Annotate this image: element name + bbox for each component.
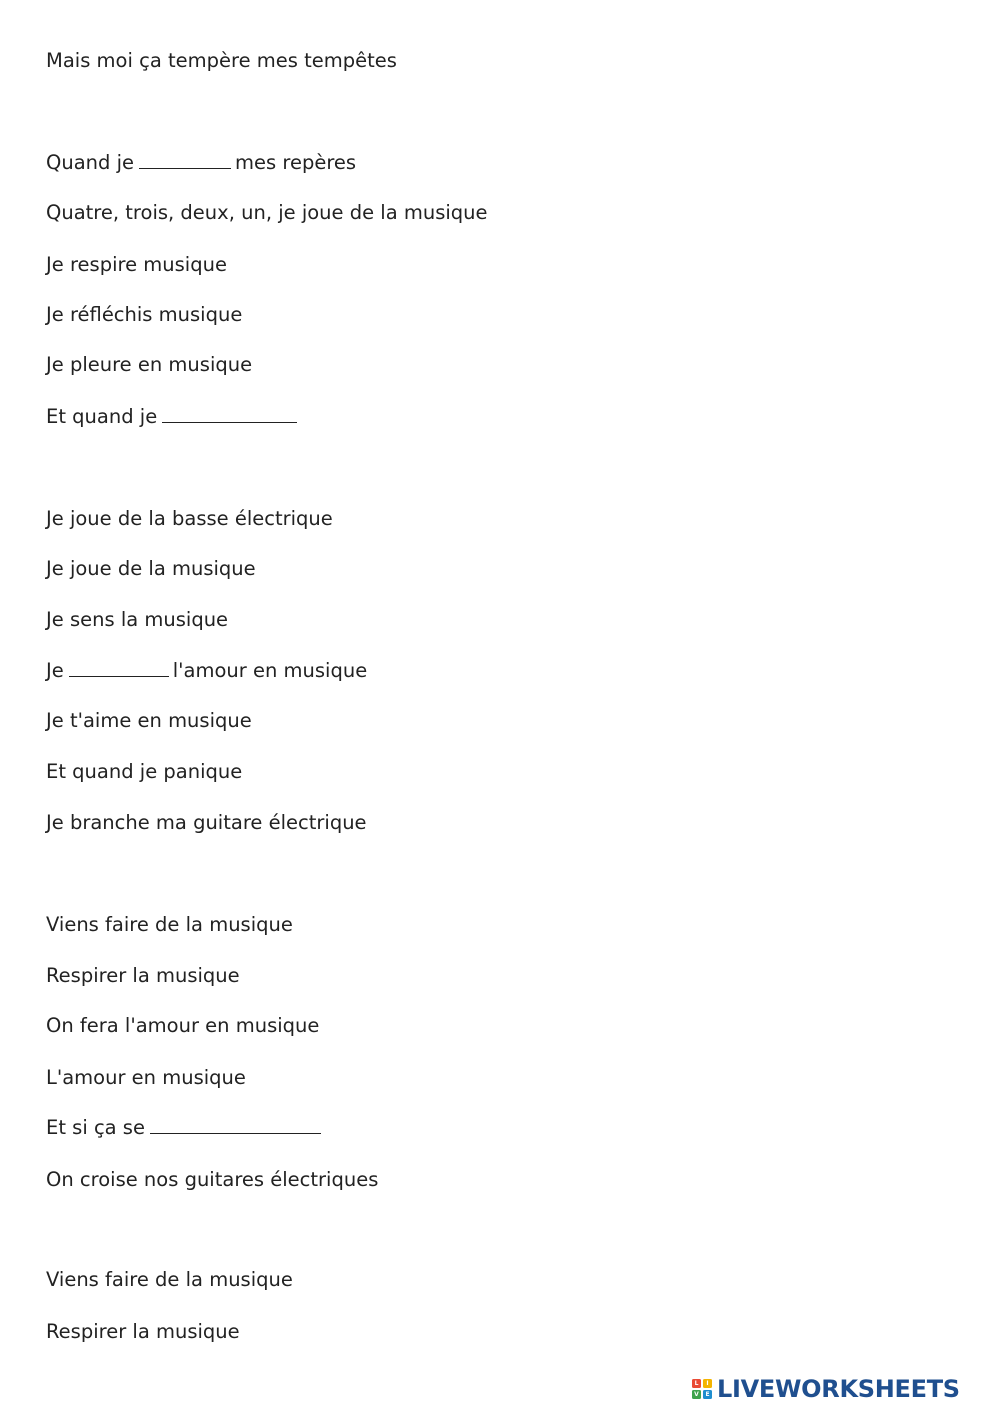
lyric-text: mes repères [235, 151, 357, 174]
lyric-text: Et quand je [46, 405, 158, 428]
lyric-line: Je joue de la basse électrique [46, 507, 333, 530]
liveworksheets-logo-icon [692, 1379, 712, 1399]
lyric-line: On croise nos guitares électriques [46, 1168, 379, 1191]
logo-tile: V [692, 1390, 701, 1399]
lyric-line: Respirer la musique [46, 1320, 240, 1343]
answer-blank[interactable] [162, 405, 297, 423]
lyric-line: Et quand je panique [46, 760, 243, 783]
lyric-line: Je branche ma guitare électrique [46, 811, 367, 834]
logo-tile: E [703, 1390, 712, 1399]
lyric-line: Je joue de la musique [46, 557, 256, 580]
lyric-line-with-blank [46, 1116, 325, 1140]
lyric-line: Mais moi ça tempère mes tempêtes [46, 49, 397, 72]
watermark-text: LIVEWORKSHEETS [717, 1375, 960, 1403]
lyric-line: Je pleure en musique [46, 353, 253, 376]
lyric-line-with-blank [46, 405, 301, 429]
lyric-line: L'amour en musique [46, 1066, 246, 1089]
lyric-text: Je [46, 659, 64, 682]
lyric-line: Respirer la musique [46, 964, 240, 987]
answer-blank[interactable] [139, 151, 231, 169]
lyric-line: On fera l'amour en musique [46, 1014, 320, 1037]
answer-blank[interactable] [150, 1116, 321, 1134]
lyric-line: Quatre, trois, deux, un, je joue de la musique [46, 201, 488, 224]
lyric-line: Je réfléchis musique [46, 303, 243, 326]
lyric-line: Je t'aime en musique [46, 709, 252, 732]
lyric-text: Quand je [46, 151, 135, 174]
lyric-line: Viens faire de la musique [46, 913, 293, 936]
lyric-line: Je sens la musique [46, 608, 229, 631]
lyric-line-with-blank [46, 151, 356, 175]
liveworksheets-watermark [692, 1372, 960, 1406]
logo-tile: L [692, 1379, 701, 1388]
lyric-line-with-blank [46, 659, 367, 683]
answer-blank[interactable] [69, 659, 169, 677]
lyric-line: Viens faire de la musique [46, 1268, 293, 1291]
lyric-text: l'amour en musique [172, 659, 368, 682]
lyric-line: Je respire musique [46, 253, 227, 276]
logo-tile: I [703, 1379, 712, 1388]
lyric-text: Et si ça se [46, 1116, 145, 1139]
